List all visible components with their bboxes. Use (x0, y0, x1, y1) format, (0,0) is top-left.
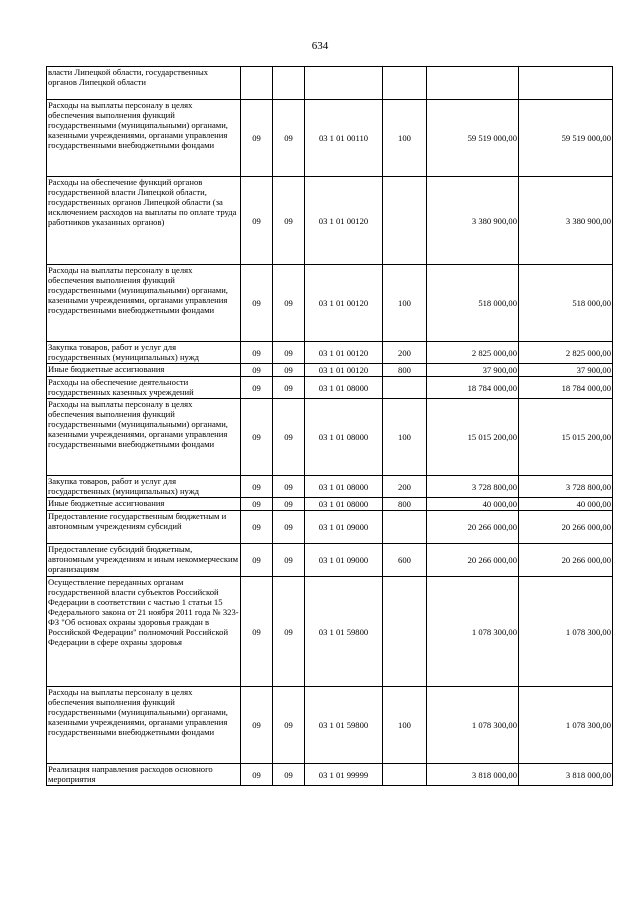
page-number: 634 (311, 40, 329, 52)
amount-total-cell: 2 825 000,00 (519, 342, 613, 364)
target-article-cell: 03 1 01 00120 (305, 342, 383, 364)
amount-total-cell: 37 900,00 (519, 364, 613, 377)
expense-type-cell: 200 (383, 476, 427, 498)
amount-cell: 518 000,00 (427, 265, 519, 342)
subsection-code-cell: 09 (273, 364, 305, 377)
expense-type-cell: 100 (383, 100, 427, 177)
table-row (47, 544, 613, 577)
section-code-cell: 09 (241, 364, 273, 377)
amount-total-cell: 20 266 000,00 (519, 544, 613, 577)
target-article-cell: 03 1 01 00110 (305, 100, 383, 177)
target-article-cell: 03 1 01 08000 (305, 498, 383, 511)
subsection-code-cell: 09 (273, 511, 305, 544)
target-article-cell: 03 1 01 08000 (305, 476, 383, 498)
amount-total-cell: 18 784 000,00 (519, 377, 613, 399)
amount-cell: 15 015 200,00 (427, 399, 519, 476)
table-row (47, 265, 613, 342)
subsection-code-cell: 09 (273, 498, 305, 511)
expense-type-cell (383, 764, 427, 786)
expense-type-cell (383, 177, 427, 265)
section-code-cell: 09 (241, 377, 273, 399)
amount-cell: 2 825 000,00 (427, 342, 519, 364)
expense-name-cell: Расходы на обеспечение функций органов государственной власти Липецкой области, государственных органов Липецкой области (за исключением расходов на выплаты по оплате труда работников указанных органов) (47, 177, 241, 265)
section-code-cell: 09 (241, 177, 273, 265)
section-code-cell: 09 (241, 511, 273, 544)
table-row (47, 399, 613, 476)
table-row (47, 577, 613, 687)
amount-cell: 59 519 000,00 (427, 100, 519, 177)
expense-type-cell (383, 67, 427, 100)
section-code-cell: 09 (241, 342, 273, 364)
amount-total-cell: 59 519 000,00 (519, 100, 613, 177)
table-row (47, 764, 613, 786)
table-row (47, 67, 613, 100)
amount-total-cell: 20 266 000,00 (519, 511, 613, 544)
expense-name-cell: Расходы на выплаты персоналу в целях обеспечения выполнения функций государственными (муниципальными) органами, казенными учреждениями, органами управления государственными внебюджетными фондами (47, 399, 241, 476)
subsection-code-cell: 09 (273, 100, 305, 177)
section-code-cell: 09 (241, 764, 273, 786)
subsection-code-cell: 09 (273, 265, 305, 342)
expense-type-cell: 800 (383, 498, 427, 511)
target-article-cell: 03 1 01 09000 (305, 511, 383, 544)
expense-name-cell: Расходы на обеспечение деятельности государственных казенных учреждений (47, 377, 241, 399)
expense-name-cell: Иные бюджетные ассигнования (47, 364, 241, 377)
target-article-cell: 03 1 01 00120 (305, 265, 383, 342)
amount-cell: 20 266 000,00 (427, 544, 519, 577)
amount-total-cell: 3 818 000,00 (519, 764, 613, 786)
amount-total-cell: 3 728 800,00 (519, 476, 613, 498)
subsection-code-cell (273, 67, 305, 100)
subsection-code-cell: 09 (273, 544, 305, 577)
table-row (47, 342, 613, 364)
expense-type-cell: 100 (383, 399, 427, 476)
expense-type-cell: 600 (383, 544, 427, 577)
expense-name-cell: власти Липецкой области, государственных органов Липецкой области (47, 67, 241, 100)
expense-type-cell (383, 511, 427, 544)
expense-name-cell: Закупка товаров, работ и услуг для государственных (муниципальных) нужд (47, 476, 241, 498)
amount-cell: 37 900,00 (427, 364, 519, 377)
amount-total-cell: 15 015 200,00 (519, 399, 613, 476)
target-article-cell: 03 1 01 08000 (305, 399, 383, 476)
section-code-cell: 09 (241, 498, 273, 511)
amount-total-cell (519, 67, 613, 100)
table-row (47, 511, 613, 544)
amount-total-cell: 1 078 300,00 (519, 577, 613, 687)
table-row (47, 177, 613, 265)
expense-name-cell: Осуществление переданных органам государственной власти субъектов Российской Федерации в соответствии с частью 1 статьи 15 Федерального закона от 21 ноября 2011 года № 323-ФЗ "Об основах охраны здоровья граждан в Российской Федерации" полномочий Российской Федерации в сфере охраны здоровья (47, 577, 241, 687)
amount-cell (427, 67, 519, 100)
target-article-cell: 03 1 01 99999 (305, 764, 383, 786)
amount-total-cell: 1 078 300,00 (519, 687, 613, 764)
section-code-cell: 09 (241, 399, 273, 476)
subsection-code-cell: 09 (273, 577, 305, 687)
expense-type-cell (383, 577, 427, 687)
subsection-code-cell: 09 (273, 764, 305, 786)
section-code-cell: 09 (241, 100, 273, 177)
target-article-cell (305, 67, 383, 100)
expense-type-cell: 800 (383, 364, 427, 377)
expense-name-cell: Реализация направления расходов основного мероприятия (47, 764, 241, 786)
expense-type-cell (383, 377, 427, 399)
subsection-code-cell: 09 (273, 476, 305, 498)
expense-name-cell: Закупка товаров, работ и услуг для государственных (муниципальных) нужд (47, 342, 241, 364)
section-code-cell: 09 (241, 687, 273, 764)
amount-cell: 18 784 000,00 (427, 377, 519, 399)
subsection-code-cell: 09 (273, 177, 305, 265)
amount-cell: 3 818 000,00 (427, 764, 519, 786)
expense-name-cell: Расходы на выплаты персоналу в целях обеспечения выполнения функций государственными (муниципальными) органами, казенными учреждениями, органами управления государственными внебюджетными фондами (47, 100, 241, 177)
target-article-cell: 03 1 01 08000 (305, 377, 383, 399)
amount-cell: 1 078 300,00 (427, 577, 519, 687)
table-row (47, 364, 613, 377)
amount-cell: 1 078 300,00 (427, 687, 519, 764)
table-row (47, 377, 613, 399)
table-row (47, 498, 613, 511)
amount-cell: 20 266 000,00 (427, 511, 519, 544)
amount-cell: 3 728 800,00 (427, 476, 519, 498)
table-row (47, 687, 613, 764)
amount-total-cell: 40 000,00 (519, 498, 613, 511)
table-row (47, 476, 613, 498)
section-code-cell (241, 67, 273, 100)
subsection-code-cell: 09 (273, 377, 305, 399)
expense-name-cell: Предоставление субсидий бюджетным, автономным учреждениям и иным некоммерческим организациям (47, 544, 241, 577)
amount-total-cell: 3 380 900,00 (519, 177, 613, 265)
subsection-code-cell: 09 (273, 342, 305, 364)
section-code-cell: 09 (241, 476, 273, 498)
target-article-cell: 03 1 01 59800 (305, 687, 383, 764)
expense-type-cell: 200 (383, 342, 427, 364)
budget-table (46, 66, 613, 786)
section-code-cell: 09 (241, 544, 273, 577)
expense-name-cell: Иные бюджетные ассигнования (47, 498, 241, 511)
amount-cell: 3 380 900,00 (427, 177, 519, 265)
expense-name-cell: Расходы на выплаты персоналу в целях обеспечения выполнения функций государственными (муниципальными) органами, казенными учреждениями, органами управления государственными внебюджетными фондами (47, 687, 241, 764)
section-code-cell: 09 (241, 265, 273, 342)
target-article-cell: 03 1 01 00120 (305, 177, 383, 265)
table-row (47, 100, 613, 177)
subsection-code-cell: 09 (273, 399, 305, 476)
expense-type-cell: 100 (383, 265, 427, 342)
target-article-cell: 03 1 01 59800 (305, 577, 383, 687)
subsection-code-cell: 09 (273, 687, 305, 764)
target-article-cell: 03 1 01 09000 (305, 544, 383, 577)
expense-name-cell: Расходы на выплаты персоналу в целях обеспечения выполнения функций государственными (муниципальными) органами, казенными учреждениями, органами управления государственными внебюджетными фондами (47, 265, 241, 342)
amount-cell: 40 000,00 (427, 498, 519, 511)
amount-total-cell: 518 000,00 (519, 265, 613, 342)
section-code-cell: 09 (241, 577, 273, 687)
expense-name-cell: Предоставление государственным бюджетным и автономным учреждениям субсидий (47, 511, 241, 544)
target-article-cell: 03 1 01 00120 (305, 364, 383, 377)
expense-type-cell: 100 (383, 687, 427, 764)
